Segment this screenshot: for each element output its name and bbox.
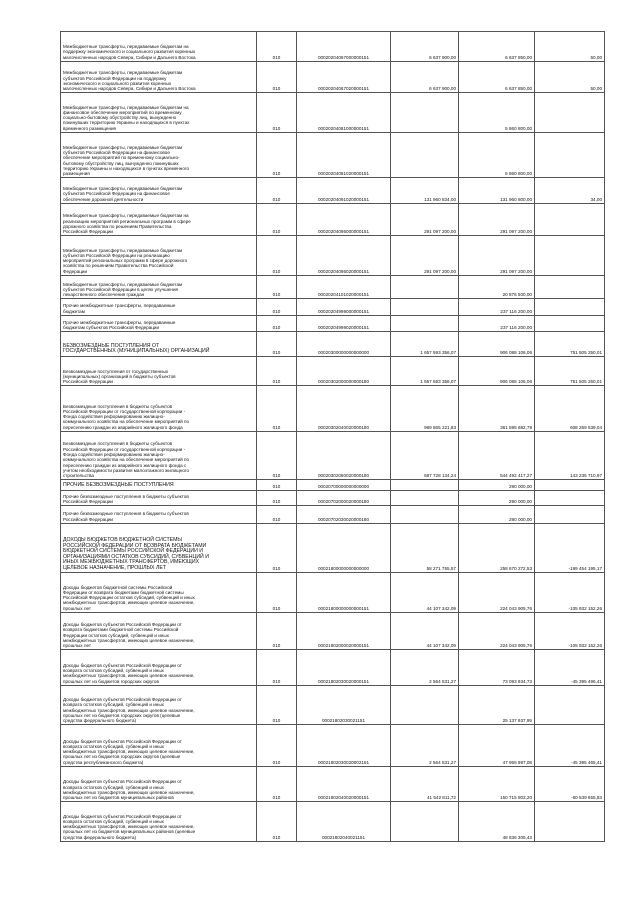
row-plan-cell: 2 564 531,27 (391, 650, 459, 686)
row-rest-cell: 50,00 (535, 32, 605, 62)
revenue-table (60, 31, 605, 842)
row-code-cell: 010 (257, 275, 297, 299)
row-fact-cell: 544 492 417,27 (459, 431, 535, 480)
revenue-report-page (60, 31, 604, 842)
row-name-cell: Прочие межбюджетные трансферты, передаваемые бюджетам субъектов Российской Федерации (61, 315, 257, 332)
row-kbk-cell: 00020300000000000000 (297, 332, 391, 357)
row-code-cell: 010 (257, 490, 297, 506)
table-row (61, 490, 605, 506)
row-plan-cell (391, 275, 459, 299)
row-fact-cell: 906 088 106,06 (459, 332, 535, 357)
table-row (61, 236, 605, 276)
table-row (61, 573, 605, 613)
row-kbk-cell: 00021802030020000151 (297, 650, 391, 686)
row-plan-cell (391, 299, 459, 316)
row-rest-cell (535, 685, 605, 725)
row-rest-cell: 143 235 710,97 (535, 431, 605, 480)
row-rest-cell (535, 275, 605, 299)
row-fact-cell: 290 000,00 (459, 480, 535, 491)
row-fact-cell: 906 088 106,06 (459, 356, 535, 386)
row-kbk-cell: 00021802030021151 (297, 685, 391, 725)
row-kbk-cell: 00021802030020002151 (297, 725, 391, 767)
row-rest-cell: 751 505 250,01 (535, 356, 605, 386)
row-fact-cell: 224 043 905,76 (459, 612, 535, 650)
row-plan-cell: 687 728 134,24 (391, 431, 459, 480)
row-kbk-cell: 00021800000000000151 (297, 573, 391, 613)
row-fact-cell: 47 955 997,08 (459, 725, 535, 767)
row-code-cell: 010 (257, 203, 297, 236)
row-code-cell: 010 (257, 766, 297, 802)
row-name-cell: Межбюджетные трансферты, передаваемые бюджетам на реализацию мероприятий региональных программ в сфере дорожного хозяйства по решениям Правительства Российской Федерации (61, 203, 257, 236)
row-rest-cell: 34,00 (535, 178, 605, 204)
row-code-cell: 010 (257, 480, 297, 491)
row-rest-cell: -45 395 465,41 (535, 725, 605, 767)
row-fact-cell: 290 000,00 (459, 490, 535, 506)
table-row (61, 61, 605, 93)
row-kbk-cell: 00020702030020000180 (297, 506, 391, 524)
row-name-cell: Межбюджетные трансферты, передаваемые бюджетам на финансовое обеспечение мероприятий по временному социально-бытовому обустройству лиц, вынужденно покинувших территорию Украины и находящихся в пунктах временного размещения (61, 93, 257, 133)
row-name-cell: Безвозмездные поступления от государственных (муниципальных) организаций в бюджеты субъектов Российской Федерации (61, 356, 257, 386)
table-row (61, 802, 605, 842)
row-plan-cell: 131 960 834,00 (391, 178, 459, 204)
row-name-cell: Прочие межбюджетные трансферты, передаваемые бюджетам (61, 299, 257, 316)
row-name-cell: Межбюджетные трансферты, передаваемые бюджетам субъектов Российской Федерации на финансовое обеспечение мероприятий по временному социально- бытовому обустройству лиц, вынужденно покинувших территорию Украины и находящихся в пунктах временного размещения (61, 132, 257, 178)
row-code-cell: 010 (257, 132, 297, 178)
row-code-cell: 010 (257, 523, 297, 573)
row-fact-cell: 258 670 272,53 (459, 523, 535, 573)
table-row (61, 356, 605, 386)
row-kbk-cell: 00021802040021151 (297, 802, 391, 842)
row-code-cell: 010 (257, 650, 297, 686)
row-fact-cell: 5 860 800,00 (459, 93, 535, 133)
table-row (61, 650, 605, 686)
row-code-cell: 010 (257, 725, 297, 767)
row-code-cell: 010 (257, 386, 297, 432)
table-row (61, 132, 605, 178)
row-rest-cell: 751 505 250,01 (535, 332, 605, 357)
row-fact-cell: 20 876 500,00 (459, 275, 535, 299)
row-fact-cell: 237 116 200,00 (459, 315, 535, 332)
row-code-cell: 010 (257, 61, 297, 93)
row-plan-cell (391, 685, 459, 725)
row-rest-cell (535, 93, 605, 133)
table-row (61, 299, 605, 316)
row-kbk-cell: 00021800000000000000 (297, 523, 391, 573)
row-plan-cell (391, 132, 459, 178)
row-fact-cell: 291 097 200,00 (459, 203, 535, 236)
row-rest-cell (535, 236, 605, 276)
table-row (61, 725, 605, 767)
row-kbk-cell: 00021802000020000151 (297, 612, 391, 650)
table-row (61, 685, 605, 725)
row-name-cell: Доходы бюджетов субъектов Российской Федерации от возврата остатков субсидий, субвенций и иных межбюджетных трансфертов, имеющих целевое назначение, прошлых лет из бюджетов городских округов (целевые средства республиканского бюджета) (61, 725, 257, 767)
row-plan-cell: 1 657 593 356,07 (391, 332, 459, 357)
row-plan-cell (391, 506, 459, 524)
row-kbk-cell: 00020302060020000180 (297, 431, 391, 480)
row-name-cell: Доходы бюджетов субъектов Российской Федерации от возврата бюджетами бюджетной системы Российской Федерации остатков субсидий, субвенций и иных межбюджетных трансфертов, имеющих целевое назначение, прошлых лет (61, 612, 257, 650)
row-code-cell: 010 (257, 93, 297, 133)
table-row (61, 523, 605, 573)
row-rest-cell (535, 203, 605, 236)
table-row (61, 32, 605, 62)
table-row (61, 386, 605, 432)
row-plan-cell: 44 107 342,09 (391, 573, 459, 613)
row-name-cell: Доходы бюджетов бюджетной системы Российской Федерации от возврата бюджетами бюджетной системы Российской Федерации остатков субсидий, субвенций и иных межбюджетных трансфертов, имеющих целевое назначение, прошлых лет (61, 573, 257, 613)
row-plan-cell (391, 93, 459, 133)
row-code-cell: 010 (257, 431, 297, 480)
row-plan-cell (391, 802, 459, 842)
row-rest-cell: -105 932 152,26 (535, 573, 605, 613)
row-fact-cell: 73 093 934,73 (459, 650, 535, 686)
row-plan-cell (391, 490, 459, 506)
row-fact-cell: 48 636 305,43 (459, 802, 535, 842)
row-fact-cell: 224 043 905,76 (459, 573, 535, 613)
row-name-cell: Доходы бюджетов субъектов Российской Федерации от возврата остатков субсидий, субвенций и иных межбюджетных трансфертов, имеющих целевое назначение, прошлых лет из бюджетов муниципальных районов (61, 766, 257, 802)
row-fact-cell: 361 595 682,79 (459, 386, 535, 432)
row-rest-cell (535, 132, 605, 178)
row-rest-cell: 608 269 539,04 (535, 386, 605, 432)
row-code-cell: 010 (257, 685, 297, 725)
table-row (61, 93, 605, 133)
row-kbk-cell: 00020204999000000151 (297, 299, 391, 316)
row-name-cell: Безвозмездные поступления в бюджеты субъектов Российской Федерации от государственной корпорации - Фонда содействия реформированию жилищно- коммунального хозяйства на обеспечение мероприятий по переселению граждан из аварийного жилищного фонда (61, 386, 257, 432)
row-code-cell: 010 (257, 332, 297, 357)
table-row (61, 275, 605, 299)
row-fact-cell: 150 715 803,20 (459, 766, 535, 802)
revenue-table-body (61, 32, 605, 842)
row-code-cell: 010 (257, 802, 297, 842)
row-kbk-cell: 00020302040020000180 (297, 386, 391, 432)
row-rest-cell (535, 506, 605, 524)
row-kbk-cell: 00020702000020000180 (297, 490, 391, 506)
row-name-cell: Доходы бюджетов субъектов Российской Федерации от возврата остатков субсидий, субвенций и иных межбюджетных трансфертов, имеющих целевое назначение, прошлых лет из бюджетов городских округов (целевые средства федерального бюджета) (61, 685, 257, 725)
row-code-cell: 010 (257, 573, 297, 613)
row-plan-cell: 2 564 531,27 (391, 725, 459, 767)
row-name-cell: Доходы бюджетов субъектов Российской Федерации от возврата остатков субсидий, субвенций и иных межбюджетных трансфертов, имеющих целевое назначение, прошлых лет из бюджетов городских округов (61, 650, 257, 686)
row-name-cell: Межбюджетные трансферты, передаваемые бюджетам субъектов Российской Федерации на финансовое обеспечение дорожной деятельности (61, 178, 257, 204)
table-row (61, 766, 605, 802)
table-row (61, 203, 605, 236)
table-row (61, 480, 605, 491)
row-plan-cell: 969 865 221,83 (391, 386, 459, 432)
row-kbk-cell: 00020302000000000180 (297, 356, 391, 386)
row-kbk-cell: 00020204081020000151 (297, 132, 391, 178)
row-code-cell: 010 (257, 178, 297, 204)
row-plan-cell (391, 315, 459, 332)
row-plan-cell: 291 097 200,00 (391, 236, 459, 276)
table-row (61, 431, 605, 480)
row-plan-cell: 44 107 342,09 (391, 612, 459, 650)
row-rest-cell (535, 490, 605, 506)
row-name-cell: ДОХОДЫ БЮДЖЕТОВ БЮДЖЕТНОЙ СИСТЕМЫ РОССИЙСКОЙ ФЕДЕРАЦИИ ОТ ВОЗВРАТА БЮДЖЕТАМИ БЮДЖЕТНОЙ СИСТЕМЫ РОССИЙСКОЙ ФЕДЕРАЦИИ И ОРГАНИЗАЦИЯМИ ОСТАТКОВ СУБСИДИЙ, СУБВЕНЦИЙ И ИНЫХ МЕЖБЮДЖЕТНЫХ ТРАНСФЕРТОВ, ИМЕЮЩИХ ЦЕЛЕВОЕ НАЗНАЧЕНИЕ, ПРОШЛЫХ ЛЕТ (61, 523, 257, 573)
row-name-cell: Прочие безвозмездные поступления в бюджеты субъектов Российской Федерации (61, 490, 257, 506)
row-name-cell: ПРОЧИЕ БЕЗВОЗМЕЗДНЫЕ ПОСТУПЛЕНИЯ (61, 480, 257, 491)
row-name-cell: Межбюджетные трансферты, передаваемые бюджетам субъектов Российской Федерации в целях улучшения лекарственного обеспечения граждан (61, 275, 257, 299)
row-fact-cell: 6 637 850,00 (459, 32, 535, 62)
row-kbk-cell: 00020204081000000151 (297, 93, 391, 133)
row-fact-cell: 5 860 800,00 (459, 132, 535, 178)
row-plan-cell (391, 480, 459, 491)
row-plan-cell: 1 657 593 356,07 (391, 356, 459, 386)
row-code-cell: 010 (257, 32, 297, 62)
row-kbk-cell: 00020204095000000151 (297, 203, 391, 236)
row-fact-cell: 290 000,00 (459, 506, 535, 524)
row-name-cell: Межбюджетные трансферты, передаваемые бюджетам субъектов Российской Федерации на поддержку экономического и социального развития коренных малочисленных народов Севера, Сибири и Дальнего Востока (61, 61, 257, 93)
row-kbk-cell: 00020204101020000151 (297, 275, 391, 299)
row-kbk-cell: 00020204999020000151 (297, 315, 391, 332)
row-kbk-cell: 00020204067020000151 (297, 61, 391, 93)
row-fact-cell: 291 097 200,00 (459, 236, 535, 276)
row-rest-cell (535, 299, 605, 316)
row-name-cell: Безвозмездные поступления в бюджеты субъектов Российской Федерации от государственной корпорации - Фонда содействия реформированию жилищно- коммунального хозяйства на обеспечение мероприятий по переселению граждан из аварийного жилищного фонда с учетом необходимости развития малоэтажного жилищного строительства (61, 431, 257, 480)
table-row (61, 315, 605, 332)
row-rest-cell (535, 480, 605, 491)
table-row (61, 178, 605, 204)
row-rest-cell: 50,00 (535, 61, 605, 93)
row-code-cell: 010 (257, 356, 297, 386)
row-code-cell: 010 (257, 315, 297, 332)
row-name-cell: БЕЗВОЗМЕЗДНЫЕ ПОСТУПЛЕНИЯ ОТ ГОСУДАРСТВЕННЫХ (МУНИЦИПАЛЬНЫХ) ОРГАНИЗАЦИЙ (61, 332, 257, 357)
row-code-cell: 010 (257, 612, 297, 650)
row-fact-cell: 25 137 937,95 (459, 685, 535, 725)
row-name-cell: Прочие безвозмездные поступления в бюджеты субъектов Российской Федерации (61, 506, 257, 524)
row-name-cell: Межбюджетные трансферты, передаваемые бюджетам на поддержку экономического и социального развития коренных малочисленных народов Севера, Сибири и Дальнего Востока (61, 32, 257, 62)
row-kbk-cell: 00020204095020000151 (297, 236, 391, 276)
row-plan-cell: 58 271 755,57 (391, 523, 459, 573)
row-plan-cell: 6 637 900,00 (391, 32, 459, 62)
table-row (61, 612, 605, 650)
row-code-cell: 010 (257, 236, 297, 276)
row-kbk-cell: 00021802040020000151 (297, 766, 391, 802)
row-name-cell: Доходы бюджетов субъектов Российской Федерации от возврата остатков субсидий, субвенций и иных межбюджетных трансфертов, имеющих целевое назначение, прошлых лет из бюджетов муниципальных районов (целевые средства федерального бюджета) (61, 802, 257, 842)
row-rest-cell (535, 802, 605, 842)
row-kbk-cell: 00020204067000000151 (297, 32, 391, 62)
row-name-cell: Межбюджетные трансферты, передаваемые бюджетам субъектов Российской Федерации на реализацию мероприятий региональных программ в сфере дорожного хозяйства по решениям Правительства Российской Федерации (61, 236, 257, 276)
row-rest-cell: -105 932 152,26 (535, 612, 605, 650)
table-row (61, 332, 605, 357)
row-kbk-cell: 00020700000000000000 (297, 480, 391, 491)
row-fact-cell: 131 960 800,00 (459, 178, 535, 204)
table-row (61, 506, 605, 524)
row-fact-cell: 6 637 850,00 (459, 61, 535, 93)
row-rest-cell: -45 395 496,41 (535, 650, 605, 686)
row-plan-cell: 41 542 811,72 (391, 766, 459, 802)
row-rest-cell (535, 315, 605, 332)
row-code-cell: 010 (257, 506, 297, 524)
row-rest-cell: -199 454 195,17 (535, 523, 605, 573)
row-code-cell: 010 (257, 299, 297, 316)
row-fact-cell: 237 116 200,00 (459, 299, 535, 316)
row-plan-cell: 6 637 900,00 (391, 61, 459, 93)
row-plan-cell: 291 097 200,00 (391, 203, 459, 236)
row-rest-cell: -60 539 655,83 (535, 766, 605, 802)
row-kbk-cell: 00020204091020000151 (297, 178, 391, 204)
